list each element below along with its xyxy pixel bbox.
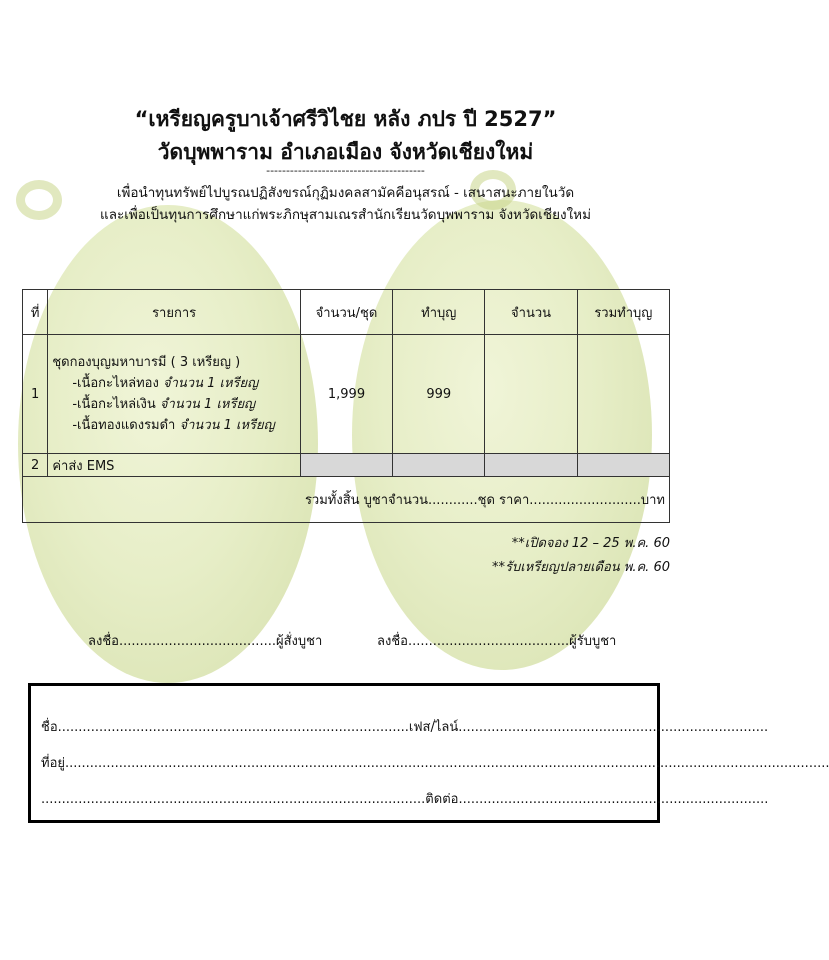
row2-shaded-cell — [393, 454, 485, 477]
booking-period-note: **เปิดจอง 12 – 25 พ.ค. 60 — [511, 536, 670, 551]
purpose-line-1: เพื่อนำทุนทรัพย์ไปบูรณปฏิสังขรณ์กุฏิมงคลสามัคคีอนุสรณ์ - เสนาสนะภายในวัด — [116, 185, 575, 201]
header-quantity: จำนวน — [485, 290, 577, 335]
row1-qty-per-set: 1,999 — [300, 335, 392, 454]
row1-donation: 999 — [393, 335, 485, 454]
purpose-line-2: และเพื่อเป็นทุนการศึกษาแก่พระภิกษุสามเณรสำนักเรียนวัดบุพพาราม จังหวัดเชียงใหม่ — [100, 207, 591, 223]
row1-item — [48, 335, 301, 454]
row1-title: ชุดกองบุญมหาบารมี ( 3 เหรียญ ) — [52, 355, 241, 370]
order-table — [22, 289, 670, 523]
buyer-signature-line: ลงชื่อ......................................ผู้สั่งบูชา — [88, 634, 323, 649]
table-row — [23, 335, 670, 454]
address-line[interactable]: ที่อยู่......................................................................................................................................................................................... — [41, 756, 829, 771]
summary-text: รวมทั้งสิ้น บูชาจำนวน............ชุด ราคา...........................บาท — [23, 477, 670, 523]
name-facebook-line[interactable]: ชื่อ.....................................................................................เฟส/ไลน์........................................................................... — [41, 720, 769, 735]
receiver-signature-line: ลงชื่อ.......................................ผู้รับบูชา — [377, 634, 617, 649]
title-divider: ---------------------------------------- — [266, 164, 425, 177]
row1-line-gold: -เนื้อกะไหล่ทอง จำนวน 1 เหรียญ — [72, 376, 259, 391]
row2-shaded-cell — [300, 454, 392, 477]
row1-line-silver: -เนื้อกะไหล่เงิน จำนวน 1 เหรียญ — [72, 397, 256, 412]
table-header-row — [23, 290, 670, 335]
table-summary-row — [23, 477, 670, 523]
header-total: รวมทำบุญ — [577, 290, 669, 335]
table-row — [23, 454, 670, 477]
header-no: ที่ — [23, 290, 48, 335]
header-donation: ทำบุญ — [393, 290, 485, 335]
address-box — [28, 683, 829, 823]
row1-no: 1 — [23, 335, 48, 454]
row1-quantity-cell[interactable] — [485, 335, 577, 454]
row1-total-cell[interactable] — [577, 335, 669, 454]
temple-location: วัดบุพพาราม อำเภอเมือง จังหวัดเชียงใหม่ — [157, 140, 534, 164]
row2-item: ค่าส่ง EMS — [48, 454, 301, 477]
header-qty-per-set: จำนวน/ชุด — [300, 290, 392, 335]
page-title: “เหรียญครูบาเจ้าศรีวิไชย หลัง ภปร ปี 2527” — [134, 107, 557, 131]
receive-period-note: **รับเหรียญปลายเดือน พ.ค. 60 — [492, 560, 670, 575]
row2-no: 2 — [23, 454, 48, 477]
contact-line[interactable]: .............................................................................................ติดต่อ........................................................................... — [41, 792, 769, 807]
row2-shaded-cell — [485, 454, 577, 477]
row2-shaded-cell — [577, 454, 669, 477]
row1-line-copper: -เนื้อทองแดงรมดำ จำนวน 1 เหรียญ — [72, 418, 275, 433]
header-item: รายการ — [48, 290, 301, 335]
